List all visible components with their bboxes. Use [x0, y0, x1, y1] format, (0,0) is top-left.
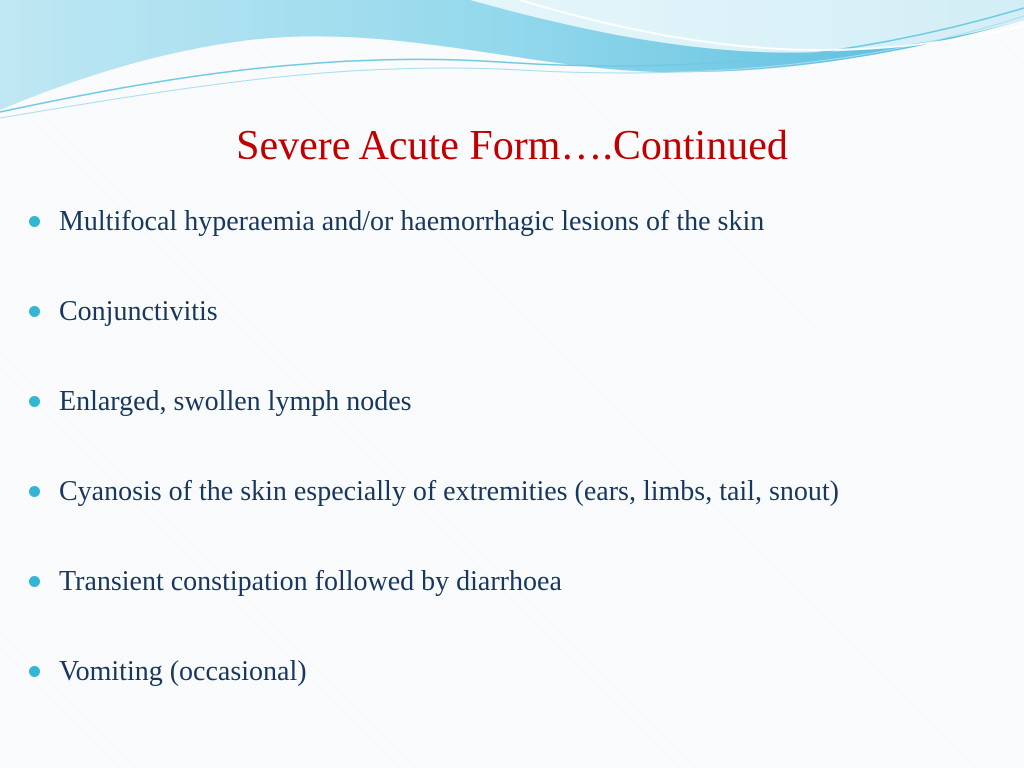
bullet-item — [0, 200, 1024, 290]
bullet-item — [0, 560, 1024, 650]
bullet-list — [0, 200, 1024, 740]
bullet-text: Vomiting (occasional) — [59, 656, 307, 687]
bullet-dot-icon — [29, 216, 40, 227]
bullet-text: Conjunctivitis — [59, 296, 218, 327]
slide-title: Severe Acute Form….Continued — [236, 123, 788, 169]
bullet-text: Transient constipation followed by diarrhoea — [59, 566, 562, 597]
bullet-item — [0, 470, 1024, 560]
bullet-dot-icon — [29, 666, 40, 677]
bullet-dot-icon — [29, 306, 40, 317]
bullet-item — [0, 380, 1024, 470]
header-wave-decoration — [0, 0, 1024, 130]
bullet-text: Cyanosis of the skin especially of extremities (ears, limbs, tail, snout) — [59, 476, 839, 507]
bullet-dot-icon — [29, 576, 40, 587]
bullet-item — [0, 650, 1024, 740]
bullet-text: Multifocal hyperaemia and/or haemorrhagic lesions of the skin — [59, 206, 765, 237]
bullet-text: Enlarged, swollen lymph nodes — [59, 386, 412, 417]
bullet-dot-icon — [29, 396, 40, 407]
bullet-item — [0, 290, 1024, 380]
bullet-dot-icon — [29, 486, 40, 497]
